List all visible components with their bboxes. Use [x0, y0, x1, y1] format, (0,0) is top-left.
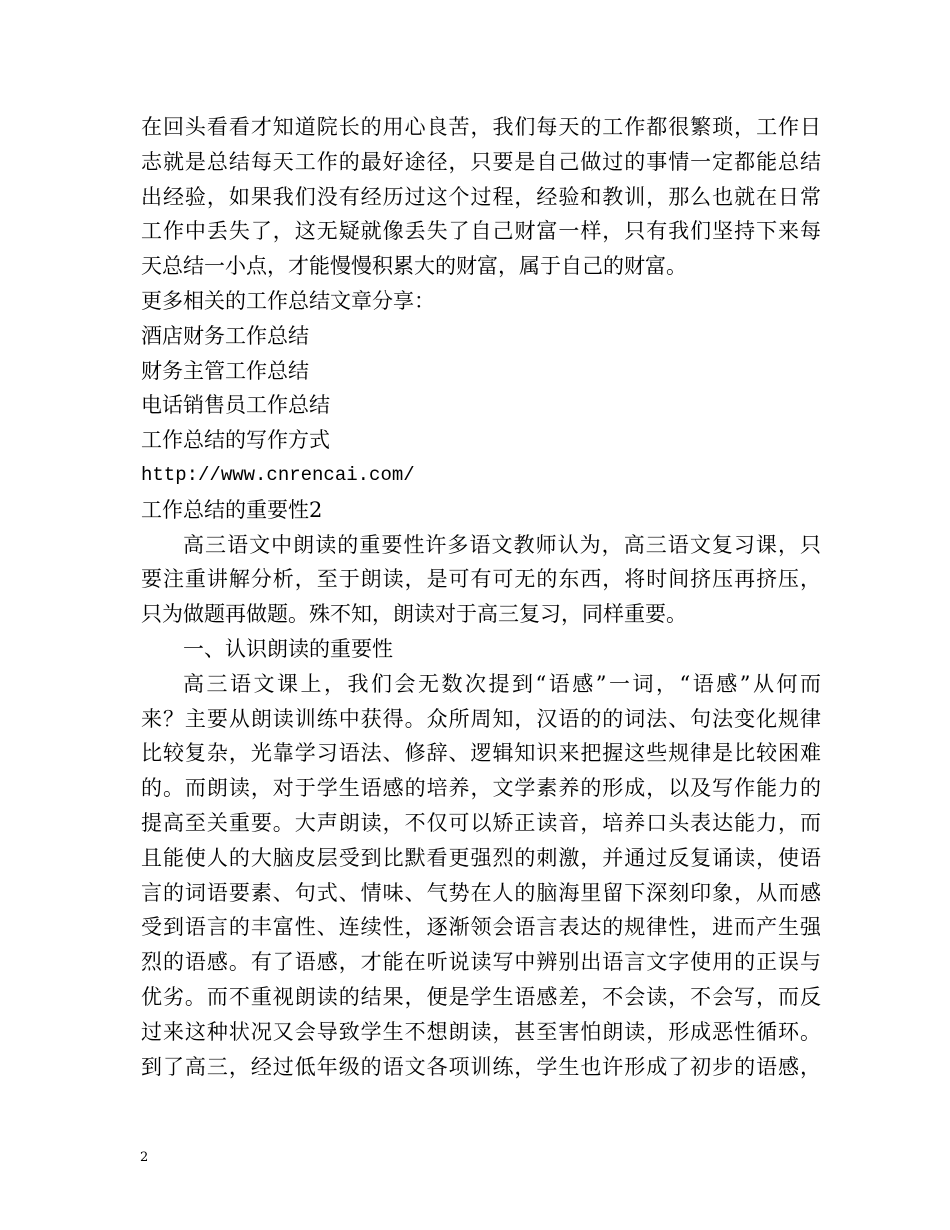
body-line-4: 工作中丢失了，这无疑就像丢失了自己财富一样，只有我们坚持下来每: [141, 219, 821, 244]
paragraph-2-line-1: 高三语文课上，我们会无数次提到“语感”一词，“语感”从何而: [183, 671, 821, 696]
paragraph-2-line-10: 优劣。而不重视朗读的结果，便是学生语感差，不会读，不会写，而反: [141, 984, 821, 1009]
section-title: 工作总结的重要性2: [141, 497, 323, 522]
subsection-heading: 一、认识朗读的重要性: [183, 636, 393, 661]
paragraph-2-line-7: 言的词语要素、句式、情味、气势在人的脑海里留下深刻印象，从而感: [141, 880, 821, 905]
related-article-link-1[interactable]: 酒店财务工作总结: [141, 323, 309, 348]
paragraph-2-line-12: 到了高三，经过低年级的语文各项训练，学生也许形成了初步的语感，: [141, 1054, 821, 1079]
related-article-link-4[interactable]: 工作总结的写作方式: [141, 428, 330, 453]
website-link[interactable]: http://www.cnrencai.com/: [141, 463, 415, 486]
document-body: [141, 110, 821, 1084]
paragraph-2-line-9: 烈的语感。有了语感，才能在听说读写中辨别出语言文字使用的正误与: [141, 950, 821, 975]
related-articles-heading: 更多相关的工作总结文章分享：: [141, 288, 435, 313]
page-number: 2: [140, 1150, 149, 1165]
paragraph-2-line-6: 且能使人的大脑皮层受到比默看更强烈的刺激，并通过反复诵读，使语: [141, 845, 821, 870]
paragraph-2-line-11: 过来这种状况又会导致学生不想朗读，甚至害怕朗读，形成恶性循环。: [141, 1019, 821, 1044]
related-article-link-3[interactable]: 电话销售员工作总结: [141, 393, 330, 418]
body-line-3: 出经验，如果我们没有经历过这个过程，经验和教训，那么也就在日常: [141, 184, 821, 209]
paragraph-2-line-8: 受到语言的丰富性、连续性，逐渐领会语言表达的规律性，进而产生强: [141, 915, 821, 940]
paragraph-1-line-2: 要注重讲解分析，至于朗读，是可有可无的东西，将时间挤压再挤压，: [141, 567, 821, 592]
paragraph-2-line-3: 比较复杂，光靠学习语法、修辞、逻辑知识来把握这些规律是比较困难: [141, 741, 821, 766]
body-line-5: 天总结一小点，才能慢慢积累大的财富，属于自己的财富。: [141, 254, 687, 279]
body-line-1: 在回头看看才知道院长的用心良苦，我们每天的工作都很繁琐，工作日: [141, 115, 821, 139]
body-line-2: 志就是总结每天工作的最好途径，只要是自己做过的事情一定都能总结: [141, 149, 821, 174]
paragraph-2-line-4: 的。而朗读，对于学生语感的培养，文学素养的形成，以及写作能力的: [141, 776, 821, 801]
paragraph-2-line-5: 提高至关重要。大声朗读，不仅可以矫正读音，培养口头表达能力，而: [141, 810, 821, 835]
paragraph-1-line-1: 高三语文中朗读的重要性许多语文教师认为，高三语文复习课，只: [183, 532, 821, 557]
paragraph-2-line-2: 来？主要从朗读训练中获得。众所周知，汉语的的词法、句法变化规律: [141, 706, 821, 731]
related-article-link-2[interactable]: 财务主管工作总结: [141, 358, 309, 383]
paragraph-1-line-3: 只为做题再做题。殊不知，朗读对于高三复习，同样重要。: [141, 602, 687, 627]
